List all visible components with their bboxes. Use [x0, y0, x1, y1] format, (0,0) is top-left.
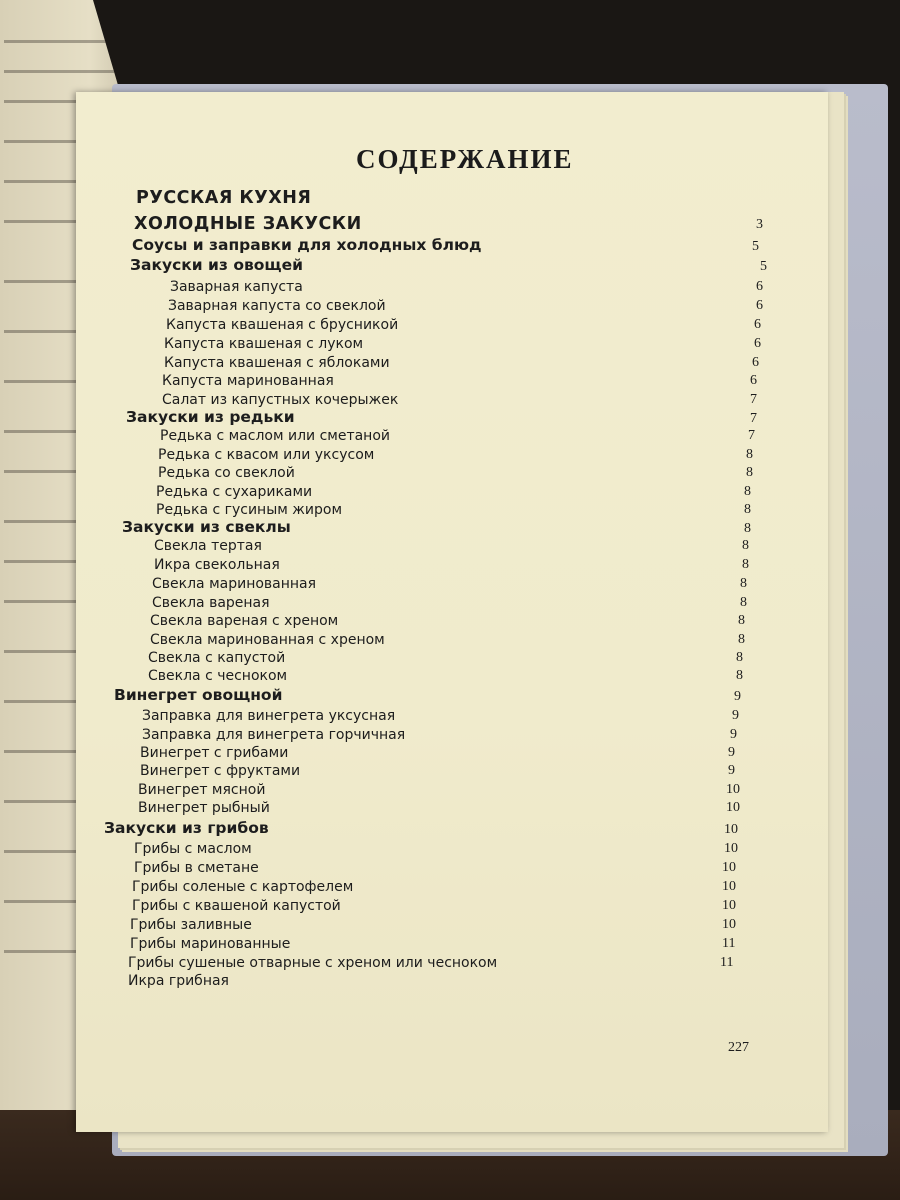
toc-item: Редька с маслом или сметаной [160, 428, 391, 444]
toc-item: Свекла вареная [152, 595, 270, 611]
toc-page-number: 9 [732, 708, 739, 723]
toc-section-heading: ХОЛОДНЫЕ ЗАКУСКИ [134, 214, 362, 234]
toc-section-heading: Закуски из овощей [130, 256, 303, 274]
toc-page-number: 10 [722, 898, 736, 913]
toc-page-number: 8 [736, 668, 743, 683]
toc-page-number: 11 [720, 955, 734, 970]
toc-section-heading: Винегрет овощной [114, 686, 283, 704]
toc-page-number: 8 [744, 521, 751, 536]
toc-item: Редька с гусиным жиром [156, 502, 342, 518]
toc-item: Заправка для винегрета уксусная [142, 708, 396, 724]
toc-item: Икра свекольная [154, 557, 280, 573]
toc-page-number: 8 [738, 632, 745, 647]
toc-page-number: 8 [740, 576, 747, 591]
contents-page [76, 92, 828, 1132]
toc-page-number: 8 [738, 613, 745, 628]
toc-item: Свекла маринованная [152, 576, 317, 592]
toc-page-number: 8 [742, 538, 749, 553]
toc-item: Редька со свеклой [158, 465, 295, 481]
toc-section-heading: Закуски из редьки [126, 408, 295, 426]
toc-item: Заварная капуста со свеклой [168, 298, 386, 314]
toc-item: Свекла вареная с хреном [150, 613, 339, 629]
toc-item: Капуста квашеная с луком [164, 336, 364, 352]
page-number: 227 [728, 1040, 749, 1055]
table-of-contents [76, 92, 828, 1132]
toc-item: Винегрет с фруктами [140, 763, 301, 779]
toc-page-number: 6 [756, 279, 763, 294]
toc-page-number: 3 [756, 217, 763, 232]
toc-page-number: 6 [754, 317, 761, 332]
toc-item: Капуста квашеная с брусникой [166, 317, 399, 333]
toc-page-number: 10 [724, 822, 738, 837]
toc-item: Салат из капустных кочерыжек [162, 392, 399, 408]
toc-page-number: 6 [754, 336, 761, 351]
toc-page-number: 11 [722, 936, 736, 951]
toc-item: Грибы маринованные [130, 936, 291, 952]
toc-item: Грибы с маслом [134, 841, 252, 857]
toc-page-number: 8 [744, 502, 751, 517]
toc-page-number: 8 [744, 484, 751, 499]
toc-page-number: 8 [746, 465, 753, 480]
toc-page-number: 8 [746, 447, 753, 462]
toc-item: Заварная капуста [170, 279, 303, 295]
toc-page-number: 8 [742, 557, 749, 572]
toc-page-number: 5 [752, 239, 759, 254]
toc-item: Капуста квашеная с яблоками [164, 355, 390, 371]
toc-page-number: 9 [728, 763, 735, 778]
toc-section-heading: РУССКАЯ КУХНЯ [136, 188, 312, 208]
toc-page-number: 10 [724, 841, 738, 856]
toc-page-number: 5 [760, 259, 767, 274]
toc-item: Редька с квасом или уксусом [158, 447, 375, 463]
toc-page-number: 8 [740, 595, 747, 610]
toc-page-number: 10 [726, 800, 740, 815]
toc-page-number: 9 [734, 689, 741, 704]
toc-page-number: 8 [736, 650, 743, 665]
toc-item: Свекла тертая [154, 538, 262, 554]
toc-item: Капуста маринованная [162, 373, 334, 389]
toc-item: Грибы в сметане [134, 860, 259, 876]
toc-item: Редька с сухариками [156, 484, 313, 500]
toc-item: Свекла с чесноком [148, 668, 288, 684]
toc-page-number: 7 [750, 411, 757, 426]
page-title: СОДЕРЖАНИЕ [356, 144, 574, 174]
toc-page-number: 7 [750, 392, 757, 407]
toc-section-heading: Закуски из грибов [104, 819, 269, 837]
toc-page-number: 6 [756, 298, 763, 313]
toc-page-number: 10 [722, 917, 736, 932]
toc-page-number: 7 [748, 428, 755, 443]
toc-item: Свекла с капустой [148, 650, 286, 666]
toc-section-heading: Соусы и заправки для холодных блюд [132, 236, 482, 254]
toc-item: Винегрет с грибами [140, 745, 289, 761]
toc-page-number: 10 [722, 879, 736, 894]
toc-page-number: 6 [752, 355, 759, 370]
toc-item: Винегрет рыбный [138, 800, 270, 816]
toc-item: Грибы с квашеной капустой [132, 898, 341, 914]
toc-item: Грибы сушеные отварные с хреном или чесноком [128, 955, 498, 971]
toc-item: Заправка для винегрета горчичная [142, 727, 406, 743]
toc-item: Свекла маринованная с хреном [150, 632, 385, 648]
toc-page-number: 6 [750, 373, 757, 388]
toc-page-number: 9 [728, 745, 735, 760]
toc-item: Грибы заливные [130, 917, 252, 933]
toc-page-number: 9 [730, 727, 737, 742]
toc-item: Винегрет мясной [138, 782, 266, 798]
toc-item: Грибы соленые с картофелем [132, 879, 354, 895]
toc-page-number: 10 [722, 860, 736, 875]
toc-item: Икра грибная [128, 973, 229, 989]
toc-section-heading: Закуски из свеклы [122, 518, 291, 536]
toc-page-number: 10 [726, 782, 740, 797]
